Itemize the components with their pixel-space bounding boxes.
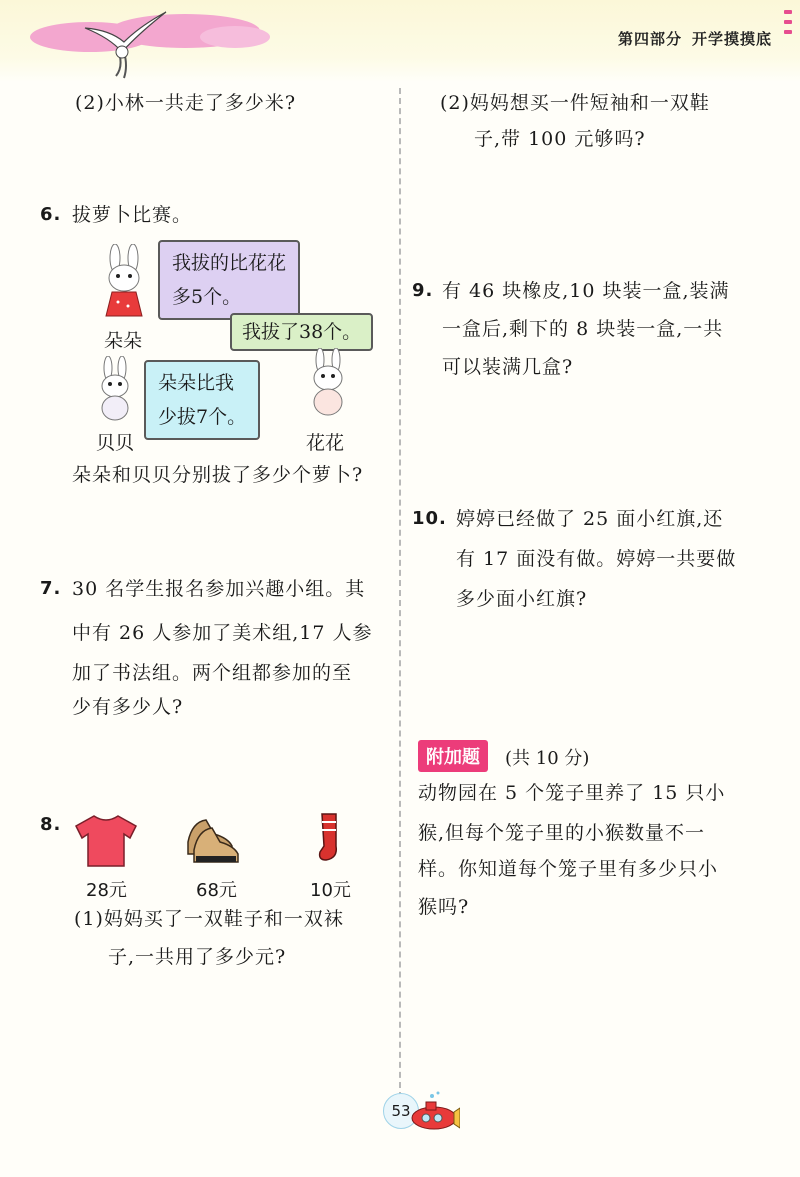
q7-line3: 加了书法组。两个组都参加的至 <box>72 662 353 684</box>
q6-title: 拔萝卜比赛。 <box>72 204 193 226</box>
shirt-icon <box>72 814 140 868</box>
rabbit-huahua-icon <box>304 348 352 418</box>
bonus-line2: 猴,但每个笼子里的小猴数量不一 <box>418 822 706 844</box>
section-name: 开学摸摸底 <box>691 30 772 48</box>
duoduo-speech-line2: 多5个。 <box>172 286 242 308</box>
q9-line2: 一盒后,剩下的 8 块装一盒,一共 <box>442 318 724 340</box>
q10-number: 10. <box>412 508 447 529</box>
q9-line1: 有 46 块橡皮,10 块装一盒,装满 <box>442 280 730 302</box>
bonus-line3: 样。你知道每个笼子里有多少只小 <box>418 858 719 880</box>
section-part: 第四部分 <box>617 30 682 48</box>
q8-sub1-line1: (1)妈妈买了一双鞋子和一双袜 <box>74 908 344 930</box>
duoduo-speech-bubble <box>158 240 300 320</box>
submarine-icon <box>404 1090 460 1134</box>
huahua-name: 花花 <box>306 432 345 454</box>
q7-number: 7. <box>40 578 62 599</box>
q8-sub2-line2: 子,带 100 元够吗? <box>474 128 646 150</box>
rabbit-beibei-icon <box>94 356 138 422</box>
q8-sub2-line1: (2)妈妈想买一件短袖和一双鞋 <box>440 92 710 114</box>
q8-sub1-line2: 子,一共用了多少元? <box>108 946 287 968</box>
q10-line2: 有 17 面没有做。婷婷一共要做 <box>456 548 737 570</box>
cloud-decoration <box>200 26 270 48</box>
duoduo-name: 朵朵 <box>104 330 143 352</box>
beibei-speech-line2: 少拔7个。 <box>158 406 247 428</box>
q7-line4: 少有多少人? <box>72 696 184 718</box>
q7-line2: 中有 26 人参加了美术组,17 人参 <box>72 622 373 644</box>
column-divider <box>399 88 401 1098</box>
corner-stripes <box>784 10 792 40</box>
bonus-points: (共 10 分) <box>505 748 590 769</box>
q9-line3: 可以装满几盒? <box>442 356 574 378</box>
q6-number: 6. <box>40 204 62 225</box>
beibei-name: 贝贝 <box>96 432 135 454</box>
bonus-badge: 附加题 <box>418 740 488 772</box>
q9-number: 9. <box>412 280 434 301</box>
seagull-icon <box>80 8 170 80</box>
bonus-line4: 猴吗? <box>418 896 470 918</box>
price-shirt: 28元 <box>86 880 127 901</box>
bonus-line1: 动物园在 5 个笼子里养了 15 只小 <box>418 782 726 804</box>
section-title <box>618 28 772 49</box>
q10-line3: 多少面小红旗? <box>456 588 588 610</box>
q7-line1: 30 名学生报名参加兴趣小组。其 <box>72 578 366 600</box>
beibei-speech-bubble <box>144 360 260 440</box>
socks-icon <box>316 812 346 864</box>
price-socks: 10元 <box>310 880 351 901</box>
price-shoes: 68元 <box>196 880 237 901</box>
shoes-icon <box>184 812 240 864</box>
q5-sub2: (2)小林一共走了多少米? <box>75 92 297 114</box>
header-banner <box>0 0 800 82</box>
page-number: 53 <box>383 1093 419 1129</box>
huahua-speech-bubble: 我拔了38个。 <box>230 313 373 351</box>
q6-question: 朵朵和贝贝分别拔了多少个萝卜? <box>72 464 364 486</box>
q8-number: 8. <box>40 814 62 835</box>
beibei-speech-line1: 朵朵比我 <box>158 372 235 394</box>
duoduo-speech-line1: 我拔的比花花 <box>172 252 287 274</box>
q10-line1: 婷婷已经做了 25 面小红旗,还 <box>456 508 724 530</box>
rabbit-duoduo-icon <box>96 244 154 322</box>
